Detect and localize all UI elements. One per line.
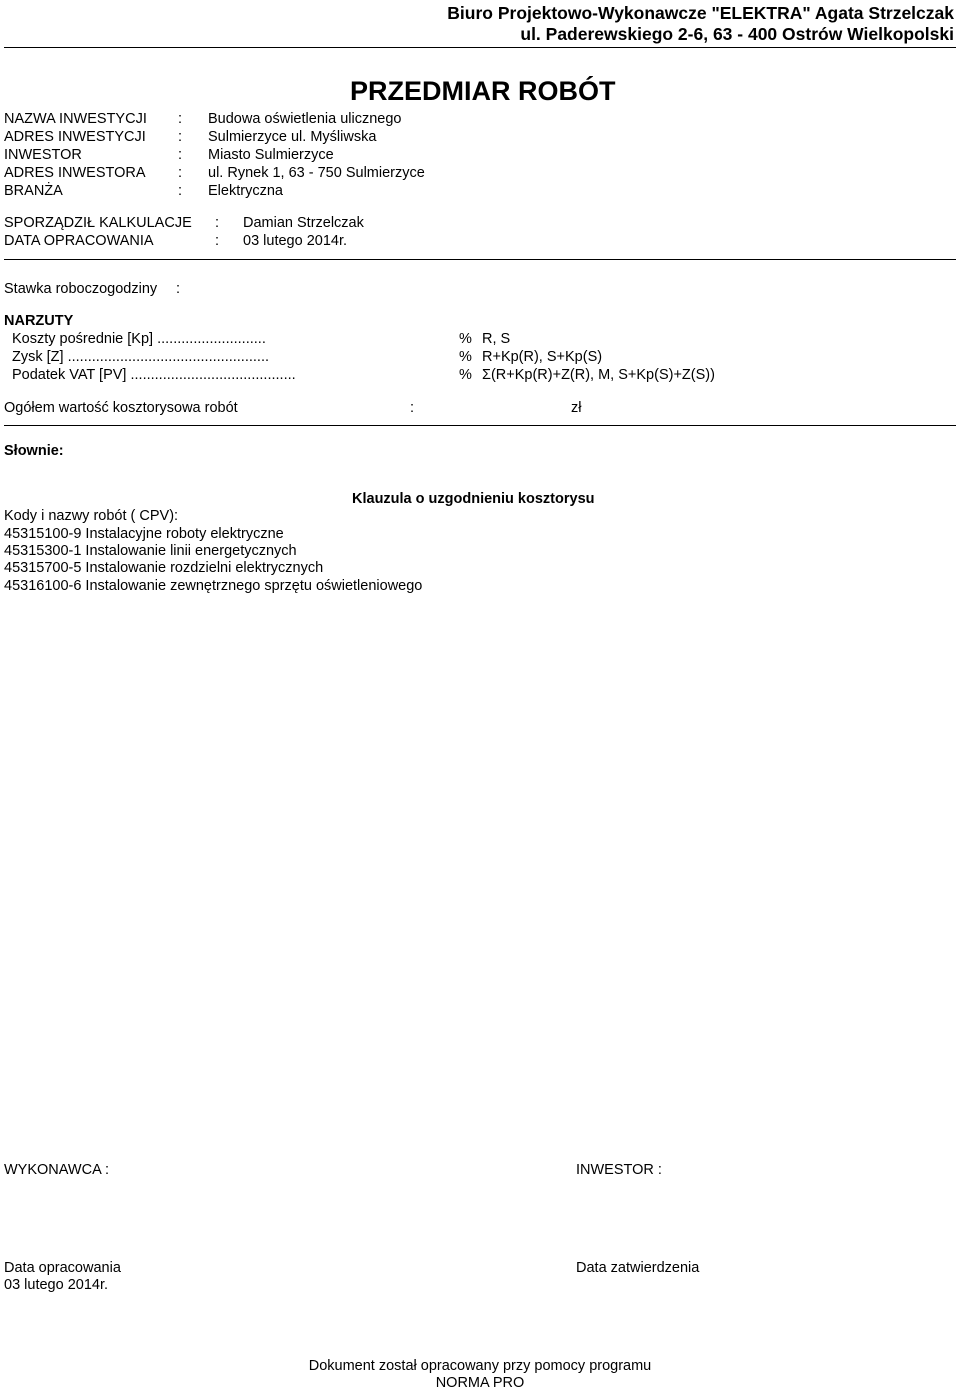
approval-date-label: Data zatwierdzenia [576,1260,700,1276]
surcharge-indirect-unit: % [459,331,472,347]
investment-name-sep: : [178,111,183,127]
total-sep: : [410,400,415,416]
cpv-item: 45315300-1 Instalowanie linii energetycznych [4,543,297,559]
footer-line1: Dokument został opracowany przy pomocy programu [308,1358,652,1374]
contractor-label: WYKONAWCA : [4,1162,109,1178]
prepared-date-value: 03 lutego 2014r. [243,233,348,249]
surcharge-indirect-basis: R, S [482,331,511,347]
surcharge-vat-unit: % [459,367,472,383]
company-name: Biuro Projektowo-Wykonawcze "ELEKTRA" Agata Strzelczak [447,3,954,23]
investment-address-sep: : [178,129,183,145]
cpv-heading: Kody i nazwy robót ( CPV): [4,508,179,524]
clause-title: Klauzula o uzgodnieniu kosztorysu [352,491,595,507]
cpv-item: 45315700-5 Instalowanie rozdzielni elektrycznych [4,560,324,576]
investor-signature-label: INWESTOR : [576,1162,662,1178]
surcharges-heading: NARZUTY [4,313,74,329]
rate-sep: : [176,281,181,297]
footer-line2: NORMA PRO [435,1375,525,1391]
prepared-by-value: Damian Strzelczak [243,215,364,231]
investor-address-value: ul. Rynek 1, 63 - 750 Sulmierzyce [208,165,425,181]
surcharge-vat-basis: Σ(R+Kp(R)+Z(R), M, S+Kp(S)+Z(S)) [482,367,715,383]
prepared-by-label: SPORZĄDZIŁ KALKULACJE [4,215,192,231]
total-divider [4,425,956,426]
total-currency: zł [571,400,582,416]
branch-value: Elektryczna [208,183,283,199]
glossary-label: Słownie: [4,443,64,459]
header-divider [4,47,956,48]
investor-sep: : [178,147,183,163]
prepared-date-label: DATA OPRACOWANIA [4,233,154,249]
prepared-date-sign-label: Data opracowania [4,1260,121,1276]
cpv-item: 45315100-9 Instalacyjne roboty elektryczne [4,526,284,542]
investor-address-sep: : [178,165,183,181]
surcharge-profit-basis: R+Kp(R), S+Kp(S) [482,349,603,365]
surcharge-indirect-label: Koszty pośrednie [Kp] ........................... [12,331,266,347]
investment-address-label: ADRES INWESTYCJI [4,129,146,145]
company-address: ul. Paderewskiego 2-6, 63 - 400 Ostrów Wielkopolski [520,24,954,44]
surcharge-profit-unit: % [459,349,472,365]
cpv-item: 45316100-6 Instalowanie zewnętrznego sprzętu oświetleniowego [4,578,423,594]
investment-name-label: NAZWA INWESTYCJI [4,111,147,127]
surcharge-vat-label: Podatek VAT [PV] ......................................... [12,367,296,383]
investment-name-value: Budowa oświetlenia ulicznego [208,111,402,127]
investor-label: INWESTOR [4,147,82,163]
branch-sep: : [178,183,183,199]
page-title: PRZEDMIAR ROBÓT [350,76,616,106]
surcharge-profit-label: Zysk [Z] .................................................. [12,349,270,365]
investor-address-label: ADRES INWESTORA [4,165,146,181]
section-divider [4,259,956,260]
branch-label: BRANŻA [4,183,63,199]
investment-address-value: Sulmierzyce ul. Myśliwska [208,129,377,145]
prepared-date-sign-value: 03 lutego 2014r. [4,1277,109,1293]
prepared-by-sep: : [215,215,220,231]
prepared-date-sep: : [215,233,220,249]
total-label: Ogółem wartość kosztorysowa robót [4,400,238,416]
investor-value: Miasto Sulmierzyce [208,147,334,163]
rate-label: Stawka roboczogodziny [4,281,158,297]
